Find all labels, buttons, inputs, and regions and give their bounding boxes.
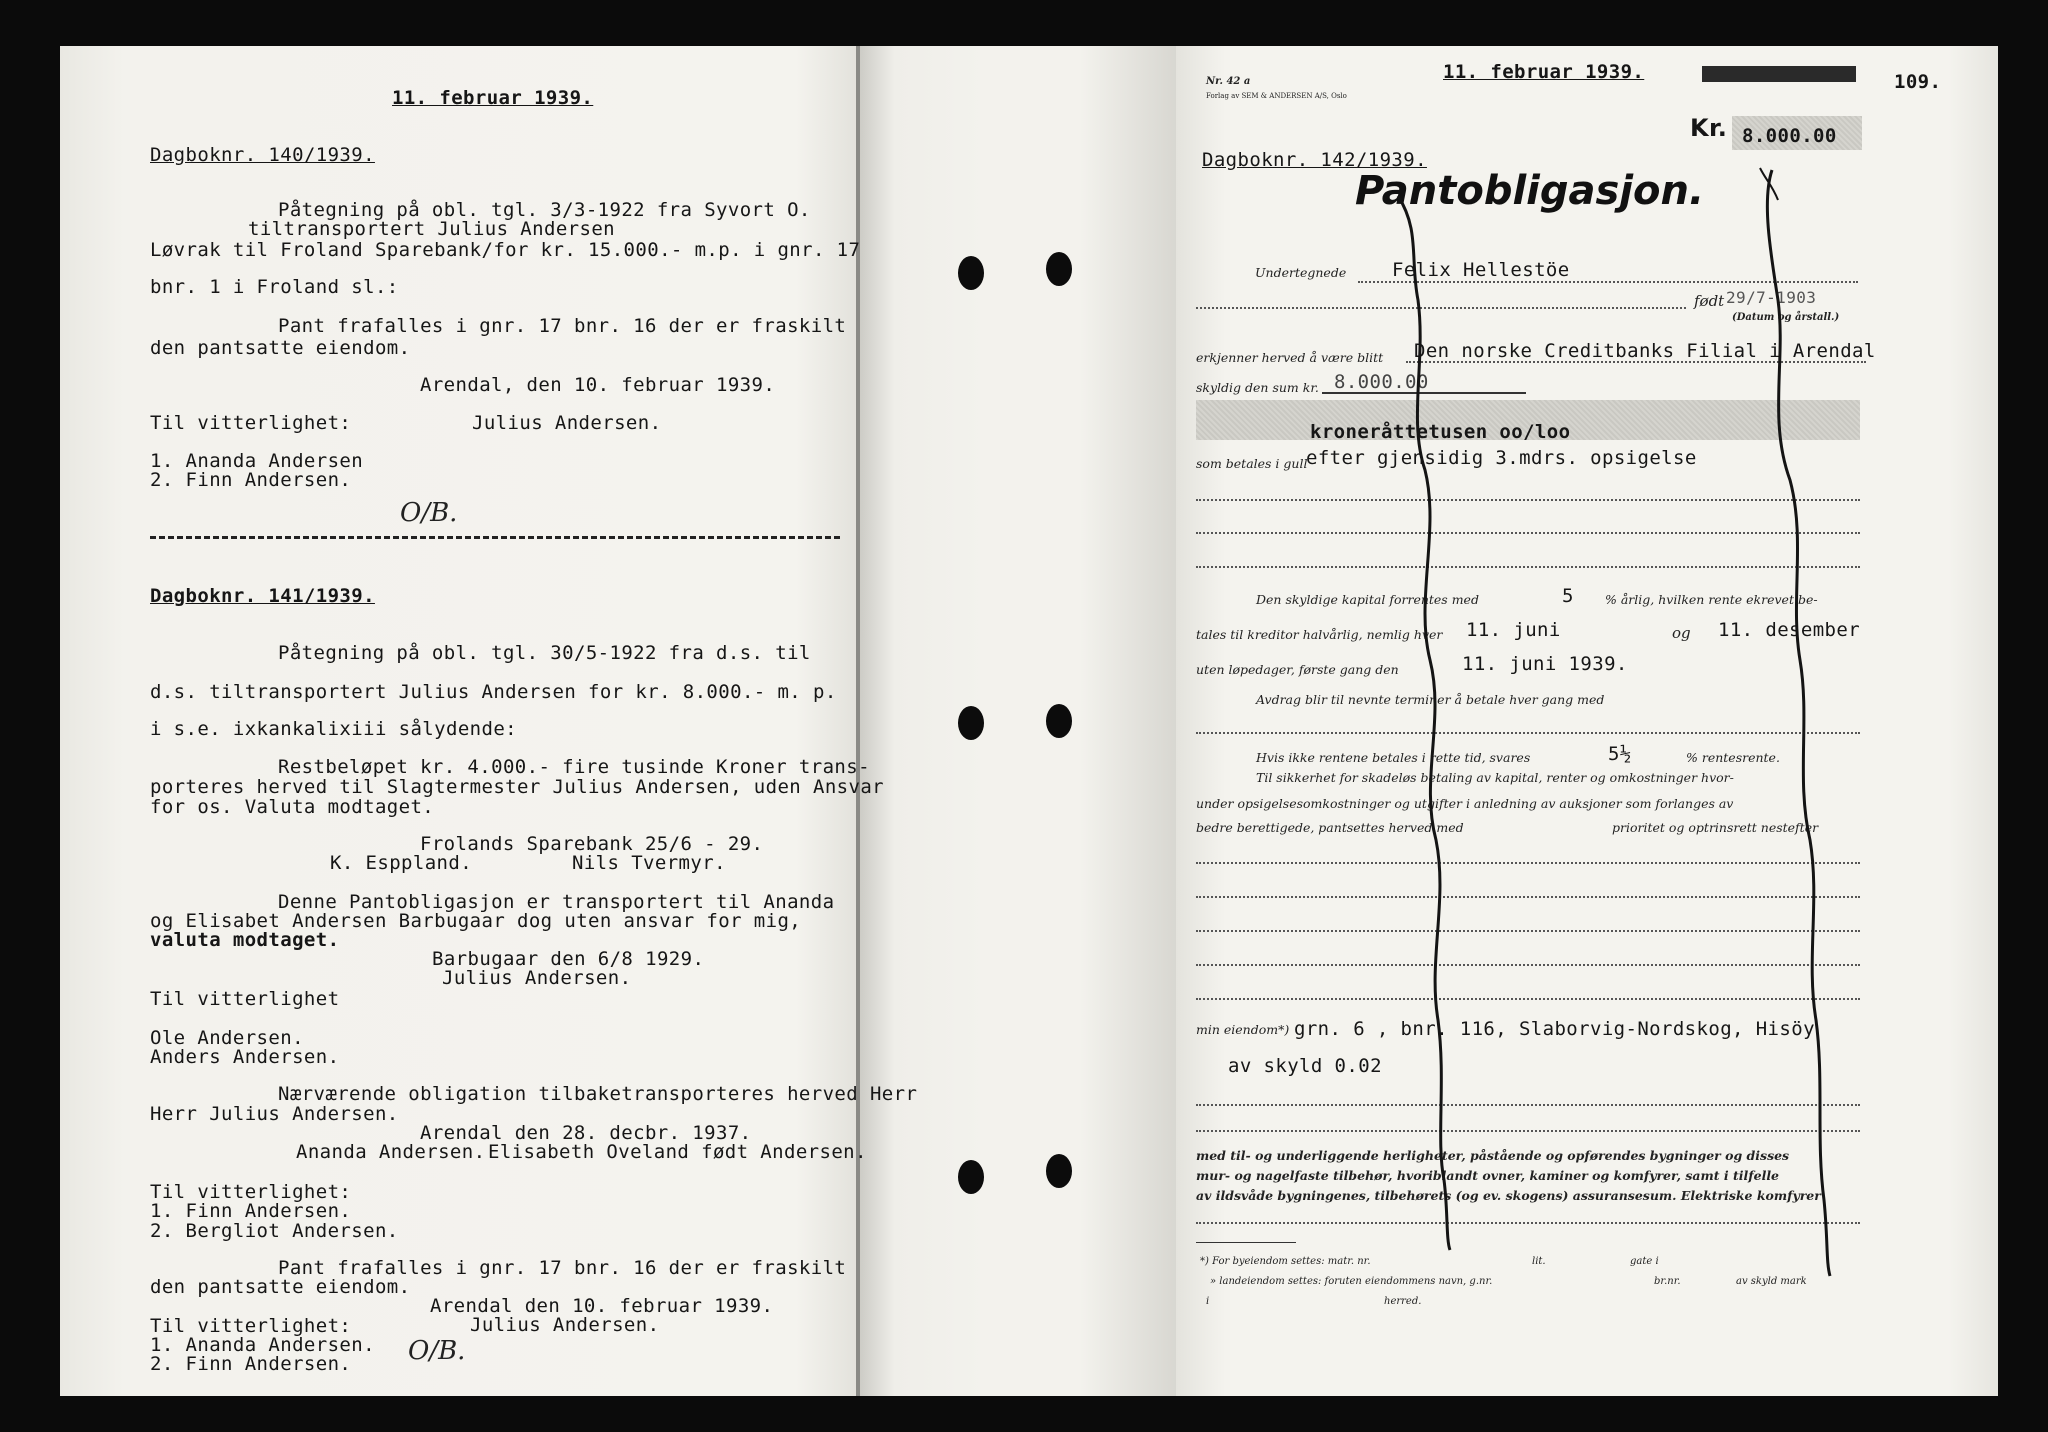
entry-line: 1. Ananda Andersen <box>150 450 364 472</box>
interest-text: Den skyldige kapital forrentes med <box>1256 592 1479 607</box>
footnote: lit. <box>1532 1256 1546 1267</box>
entry-line: Frolands Sparebank 25/6 - 29. <box>420 833 764 855</box>
owing-label: skyldig den sum kr. <box>1196 380 1319 395</box>
default-rate: 5½ <box>1608 743 1632 765</box>
right-date-heading: 11. februar 1939. <box>1443 61 1645 83</box>
entry-line: valuta modtaget. <box>150 929 340 951</box>
entry-line: Pant frafalles i gnr. 17 bnr. 16 der er fraskilt <box>278 1257 847 1279</box>
footnote: *) For byeiendom settes: matr. nr. <box>1200 1256 1371 1267</box>
form-number: Nr. 42 a <box>1206 76 1251 87</box>
entry-line: 2. Finn Andersen. <box>150 469 352 491</box>
security-text: prioritet og optrinsrett nestefter <box>1612 820 1819 835</box>
entry-line: og Elisabet Andersen Barbugaar dog uten ansvar for mig, <box>150 910 802 932</box>
handwritten-initials: O/B. <box>400 498 458 528</box>
page-number: 109. <box>1894 71 1942 93</box>
born-value: 29/7-1903 <box>1726 288 1817 307</box>
avdrag-text: Avdrag blir til nevnte terminer å betale hver gang med <box>1256 692 1605 707</box>
security-text: under opsigelsesomkostninger og utgifter i anledning av auksjoner som forlanges av <box>1196 796 1734 811</box>
entry-line: Nærværende obligation tilbaketransporteres herved Herr <box>278 1083 918 1105</box>
paid-value: efter gjensidig 3.mdrs. opsigelse <box>1306 447 1697 469</box>
entry-line: Nils Tvermyr. <box>572 852 726 874</box>
entry-line: d.s. tiltransportert Julius Andersen for kr. 8.000.- m. p. <box>150 681 837 703</box>
entry-line: Løvrak til Froland Sparebank/for kr. 15.000.- m.p. i gnr. 17 <box>150 239 861 261</box>
creditor-name: Den norske Creditbanks Filial i Arendal <box>1414 340 1876 362</box>
entry-line: Til vitterlighet <box>150 988 340 1010</box>
entry-line: i s.e. ixkankalixiii sålydende: <box>150 718 518 740</box>
default-text: % rentesrente. <box>1686 750 1780 765</box>
entry-number: Dagboknr. 141/1939. <box>150 585 375 607</box>
skyld-value: av skyld 0.02 <box>1228 1055 1382 1077</box>
entry-line: den pantsatte eiendom. <box>150 1276 411 1298</box>
kr-label: Kr. <box>1690 114 1728 142</box>
entry-line: Arendal, den 10. februar 1939. <box>420 374 776 396</box>
property-label: min eiendom*) <box>1196 1022 1290 1037</box>
entry-line: 1. Ananda Andersen. <box>150 1334 375 1356</box>
entry-line: Restbeløpet kr. 4.000.- fire tusinde Kroner trans- <box>278 756 870 778</box>
entry-line: Julius Andersen. <box>472 412 662 434</box>
entry-line: Elisabeth Oveland født Andersen. <box>488 1141 867 1163</box>
entry-line: Herr Julius Andersen. <box>150 1103 399 1125</box>
undersign-name: Felix Hellestöe <box>1392 259 1570 281</box>
entry-line: den pantsatte eiendom. <box>150 337 411 359</box>
entry-line: Ole Andersen. <box>150 1027 304 1049</box>
payment-date-1: 11. juni <box>1466 619 1561 641</box>
interest-rate: 5 <box>1562 585 1574 607</box>
printer-line: Forlag av SEM & ANDERSEN A/S, Oslo <box>1206 92 1347 100</box>
amount-words: kroneråttetusen oo/loo <box>1310 421 1571 443</box>
entry-line: 2. Finn Andersen. <box>150 1353 352 1375</box>
fine-print: mur- og nagelfaste tilbehør, hvoriblandt ovner, kaminer og komfyrer, samt i tilfelle <box>1196 1168 1780 1183</box>
entry-line: Påtegning på obl. tgl. 30/5-1922 fra d.s. til <box>278 642 811 664</box>
entry-line: Barbugaar den 6/8 1929. <box>432 948 705 970</box>
entry-line: Pant frafalles i gnr. 17 bnr. 16 der er fraskilt <box>278 315 847 337</box>
fine-print: med til- og underliggende herligheter, påstående og opførendes bygninger og disses <box>1196 1148 1790 1163</box>
security-text: bedre berettigede, pantsettes herved med <box>1196 820 1464 835</box>
entry-line: Til vitterlighet: <box>150 1315 352 1337</box>
entry-line: for os. Valuta modtaget. <box>150 796 435 818</box>
property-value: grn. 6 , bnr. 116, Slaborvig-Nordskog, Hisöy <box>1294 1018 1815 1040</box>
entry-line: Denne Pantobligasjon er transportert til Ananda <box>278 891 835 913</box>
half-year-text: tales til kreditor halvårlig, nemlig hver <box>1196 627 1443 642</box>
owing-value: 8.000.00 <box>1334 371 1429 393</box>
left-date-heading: 11. februar 1939. <box>392 87 594 109</box>
footnote: » landeiendom settes: foruten eiendommens navn, g.nr. <box>1210 1276 1493 1287</box>
entry-line: Påtegning på obl. tgl. 3/3-1922 fra Syvort O. <box>278 199 811 221</box>
entry-line: K. Esppland. <box>330 852 473 874</box>
entry-number: Dagboknr. 142/1939. <box>1202 149 1427 171</box>
entry-line: Ananda Andersen. <box>296 1141 486 1163</box>
interest-text: % årlig, hvilken rente ekrevet be- <box>1605 592 1818 607</box>
entry-line: Til vitterlighet: <box>150 1181 352 1203</box>
entry-line: 1. Finn Andersen. <box>150 1200 352 1222</box>
footnote: br.nr. <box>1654 1276 1681 1287</box>
entry-line: 2. Bergliot Andersen. <box>150 1220 399 1242</box>
entry-line: Til vitterlighet: <box>150 412 352 434</box>
kr-amount: 8.000.00 <box>1742 125 1837 147</box>
document-title: Pantobligasjon. <box>1355 168 1705 214</box>
born-label: født <box>1694 292 1725 310</box>
footnote: gate i <box>1630 1256 1659 1267</box>
security-text: Til sikkerhet for skadeløs betaling av kapital, renter og omkostninger hvor- <box>1256 770 1734 785</box>
entry-line: Arendal den 28. decbr. 1937. <box>420 1122 752 1144</box>
entry-line: Julius Andersen. <box>470 1314 660 1336</box>
acknowledge-label: erkjenner herved å være blitt <box>1196 350 1384 365</box>
entry-line: bnr. 1 i Froland sl.: <box>150 276 399 298</box>
entry-line: Anders Andersen. <box>150 1046 340 1068</box>
footnote: i <box>1206 1296 1210 1307</box>
first-date: 11. juni 1939. <box>1462 653 1628 675</box>
first-text: uten løpedager, første gang den <box>1196 662 1399 677</box>
footnote: av skyld mark <box>1736 1276 1807 1287</box>
entry-line: porteres herved til Slagtermester Julius Andersen, uden Ansvar <box>150 776 885 798</box>
handwritten-initials: O/B. <box>408 1336 466 1366</box>
footnote: herred. <box>1384 1296 1422 1307</box>
entry-number: Dagboknr. 140/1939. <box>150 144 375 166</box>
default-text: Hvis ikke rentene betales i rette tid, svares <box>1256 750 1531 765</box>
og-text: og <box>1672 624 1691 642</box>
payment-date-2: 11. desember <box>1718 619 1861 641</box>
fine-print: av ildsvåde bygningenes, tilbehørets (og ev. skogens) assuransesum. Elektriske komfyrer <box>1196 1188 1821 1203</box>
born-hint: (Datum og årstall.) <box>1732 312 1840 323</box>
paid-label: som betales i gull <box>1196 456 1308 471</box>
entry-line: Julius Andersen. <box>442 967 632 989</box>
entry-line: tiltransportert Julius Andersen <box>248 218 616 240</box>
undersign-label: Undertegnede <box>1255 265 1347 280</box>
entry-line: Arendal den 10. februar 1939. <box>430 1295 774 1317</box>
